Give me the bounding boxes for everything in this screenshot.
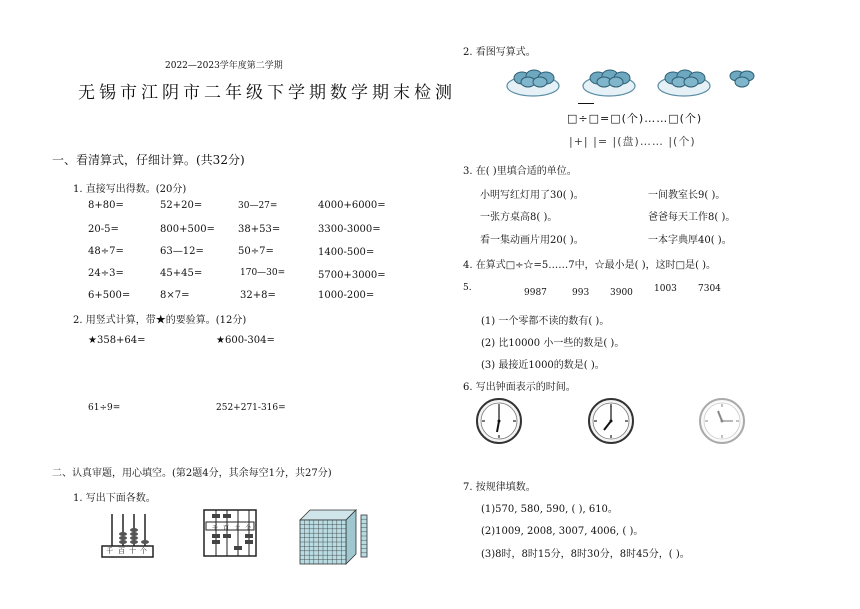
place-label: 个 [140,547,147,555]
vertical-calc-item: ★358+64= [88,335,146,346]
division-template: □÷□=□(个)……□(个) [567,112,703,125]
place-label: 个 [245,525,252,532]
r-q6-label: 6. 写出钟面表示的时间。 [463,382,576,393]
calc-item: 800+500= [160,224,215,235]
plate-with-fruits-icon [581,64,637,98]
school-year: 2022—2023学年度第二学期 [165,61,283,71]
vertical-calc-item: 61÷9= [88,403,121,413]
unit-blank: 一张方桌高8( )。 [480,212,558,223]
r-q7-label: 7. 按规律填数。 [463,482,536,493]
fruit-group-icon [728,66,756,90]
candidate-number: 7304 [698,284,721,294]
unit-blank: 爸爸每天工作8( )。 [648,212,736,223]
place-label: 千 [106,547,113,555]
calc-item: 50÷7= [238,246,274,257]
division-template-hint: |+| |= |(盘)…… |(个) [569,135,696,148]
calc-item: 30—27= [238,201,278,211]
sequence-line: (3)8时，8时15分，8时30分，8时45分，( )。 [481,549,690,560]
calc-item: 24÷3= [88,268,124,279]
unit-blank: 一本字典厚40( )。 [648,235,732,246]
section2-heading: 二、认真审题，用心填空。(第2题4分，其余每空1分，共27分) [52,468,332,479]
candidate-number: 1003 [654,284,677,294]
r-q4-text: 4. 在算式□÷☆=5……7中，☆最小是( )，这时□是( )。 [463,260,717,271]
calc-item: 170—30= [240,268,286,278]
place-label: 十 [234,525,241,532]
calc-item: 38+53= [238,224,281,235]
place-label: 千 [212,525,219,532]
place-label: 十 [129,547,136,555]
calc-item: 20-5= [88,224,119,235]
place-label: 百 [118,547,125,555]
calc-item: 8+80= [88,200,124,211]
counting-frame-icon [202,508,258,558]
r-q3-label: 3. 在( )里填合适的单位。 [463,166,577,177]
calc-item: 5700+3000= [318,270,386,281]
clock-icon [698,397,746,445]
r-q5-number: 5. [463,283,472,293]
calc-item: 1000-200= [318,290,375,301]
unit-blank: 小明写红灯用了30( )。 [480,190,584,201]
calc-item: 8×7= [160,290,190,301]
sequence-line: (1)570, 580, 590, ( ), 610。 [481,504,618,515]
vertical-calc-item: 252+271-316= [216,403,286,413]
plate-with-fruits-icon [505,64,561,98]
vertical-calc-item: ★600-304= [216,335,275,346]
candidate-number: 9987 [524,288,547,298]
r-q2-label: 2. 看图写算式。 [463,47,536,58]
clock-icon [587,397,635,445]
calc-item: 6+500= [88,290,131,301]
unit-blank: 一间教室长9( )。 [648,190,726,201]
calc-item: 4000+6000= [318,200,386,211]
clock-icon [475,397,523,445]
calc-item: 63—12= [160,246,204,257]
overline-mark [578,103,594,104]
place-label: 百 [223,525,230,532]
q5-sub: (3) 最接近1000的数是( )。 [481,360,605,371]
plate-with-fruits-icon [656,64,712,98]
calc-item: 48÷7= [88,246,124,257]
candidate-number: 3900 [610,288,633,298]
q1-label: 1. 直接写出得数。(20分) [73,184,187,195]
calc-item: 52+20= [160,200,203,211]
q2-label: 2. 用竖式计算，带★的要验算。(12分) [73,315,247,326]
candidate-number: 993 [572,288,590,298]
page-title: 无锡市江阴市二年级下学期数学期末检测 [78,83,456,103]
calc-item: 45+45= [160,268,203,279]
thousand-cube-icon [298,508,358,564]
sequence-line: (2)1009, 2008, 3007, 4006, ( )。 [481,526,644,537]
q5-sub: (2) 比10000 小一些的数是( )。 [481,338,625,349]
calc-item: 1400-500= [318,247,375,258]
calc-item: 3300-3000= [318,224,381,235]
section1-heading: 一、看清算式，仔细计算。(共32分) [52,153,245,167]
s2-q1-label: 1. 写出下面各数。 [73,493,156,504]
calc-item: 32+8= [240,290,276,301]
ten-rod-icon [360,514,368,558]
q5-sub: (1) 一个零都不读的数有( )。 [481,316,610,327]
unit-blank: 看一集动画片用20( )。 [480,235,584,246]
